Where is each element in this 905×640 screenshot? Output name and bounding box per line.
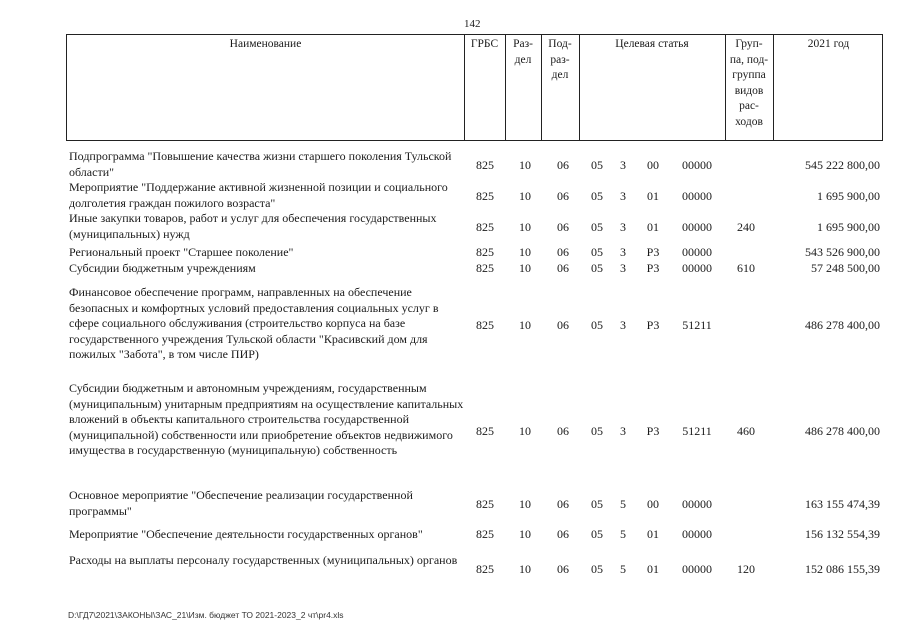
table-row	[0, 245, 905, 261]
cell-grbs: 825	[476, 245, 494, 259]
cell-t2: 3	[620, 318, 626, 332]
cell-t2: 3	[620, 158, 626, 172]
row-name: Иные закупки товаров, работ и услуг для обеспечения государственных (муниципальных) нужд	[69, 211, 437, 241]
cell-t2: 5	[620, 527, 626, 541]
table-row	[0, 488, 905, 520]
table-row	[0, 527, 905, 543]
header-podrazdel: Под- раз- дел	[548, 38, 572, 81]
cell-grbs: 825	[476, 562, 494, 576]
cell-rz: 10	[519, 261, 531, 275]
cell-t4: 00000	[682, 245, 712, 259]
cell-t1: 05	[591, 527, 603, 541]
file-path-footer: D:\ГД7\2021\ЗАКОНЫ\ЗАС_21\Изм. бюджет ТО 2021-2023_2 чт\pr4.xls	[68, 610, 344, 620]
row-name: Мероприятие "Поддержание активной жизненной позиции и социального долголетия граждан пожилого возраста"	[69, 180, 448, 210]
cell-amount: 486 278 400,00	[805, 318, 880, 332]
cell-amount: 543 526 900,00	[805, 245, 880, 259]
table-row	[0, 211, 905, 243]
cell-rz: 10	[519, 527, 531, 541]
header-vid: Груп- па, под- группа видов рас- ходов	[729, 38, 769, 128]
cell-amount: 163 155 474,39	[805, 497, 880, 511]
cell-pr: 06	[557, 158, 569, 172]
cell-t3: Р3	[646, 318, 660, 332]
row-name: Региональный проект "Старшее поколение"	[69, 245, 294, 259]
cell-pr: 06	[557, 220, 569, 234]
cell-t2: 3	[620, 261, 626, 275]
cell-t1: 05	[591, 424, 603, 438]
cell-rz: 10	[519, 562, 531, 576]
header-name: Наименование	[229, 38, 302, 50]
cell-grbs: 825	[476, 158, 494, 172]
header-grbs: ГРБС	[470, 38, 499, 50]
cell-t1: 05	[591, 261, 603, 275]
row-name: Субсидии бюджетным и автономным учреждениям, государственным (муниципальным) унитарным предприятиям на осуществление капитальных вложений в объекты капитального строительства государственной (муниципальной) собственности или приобретение объектов недвижимого имущества в государственную (муниципальную) собственность	[69, 381, 464, 457]
cell-rz: 10	[519, 424, 531, 438]
cell-vr: 120	[737, 562, 755, 576]
cell-t1: 05	[591, 189, 603, 203]
cell-t4: 00000	[682, 158, 712, 172]
table-row	[0, 381, 905, 481]
cell-t2: 3	[620, 220, 626, 234]
table-row	[0, 553, 905, 585]
cell-t4: 00000	[682, 497, 712, 511]
cell-t3: 01	[647, 527, 659, 541]
cell-t1: 05	[591, 220, 603, 234]
header-target: Целевая статья	[615, 38, 689, 50]
cell-grbs: 825	[476, 527, 494, 541]
cell-t4: 00000	[682, 527, 712, 541]
cell-t3: 00	[647, 497, 659, 511]
cell-t2: 3	[620, 245, 626, 259]
cell-t2: 5	[620, 562, 626, 576]
cell-rz: 10	[519, 189, 531, 203]
header-razdel: Раз- дел	[513, 38, 533, 66]
cell-pr: 06	[557, 562, 569, 576]
cell-pr: 06	[557, 245, 569, 259]
cell-t4: 51211	[682, 318, 712, 332]
cell-t2: 3	[620, 424, 626, 438]
cell-rz: 10	[519, 497, 531, 511]
cell-grbs: 825	[476, 220, 494, 234]
cell-t3: 01	[647, 220, 659, 234]
cell-grbs: 825	[476, 424, 494, 438]
cell-pr: 06	[557, 318, 569, 332]
cell-pr: 06	[557, 424, 569, 438]
cell-t3: 01	[647, 189, 659, 203]
cell-vr: 610	[737, 261, 755, 275]
row-name: Субсидии бюджетным учреждениям	[69, 261, 256, 275]
cell-t4: 00000	[682, 189, 712, 203]
cell-amount: 486 278 400,00	[805, 424, 880, 438]
cell-pr: 06	[557, 497, 569, 511]
header-year: 2021 год	[807, 38, 850, 50]
cell-rz: 10	[519, 245, 531, 259]
cell-vr: 460	[737, 424, 755, 438]
cell-t1: 05	[591, 245, 603, 259]
cell-amount: 545 222 800,00	[805, 158, 880, 172]
page-number: 142	[464, 18, 481, 30]
cell-amount: 152 086 155,39	[805, 562, 880, 576]
cell-t1: 05	[591, 562, 603, 576]
table-header	[66, 34, 883, 141]
cell-t3: Р3	[646, 245, 660, 259]
cell-t4: 51211	[682, 424, 712, 438]
cell-t4: 00000	[682, 562, 712, 576]
cell-grbs: 825	[476, 189, 494, 203]
cell-amount: 1 695 900,00	[817, 189, 880, 203]
cell-grbs: 825	[476, 318, 494, 332]
row-name: Финансовое обеспечение программ, направленных на обеспечение безопасных и комфортных условий предоставления социальных услуг в сфере социального обслуживания (строительство корпуса на базе государственного учреждения Тульской области "Красивский дом для пожилых "Забота", в том числе ПИР)	[69, 285, 439, 361]
cell-rz: 10	[519, 318, 531, 332]
cell-amount: 57 248 500,00	[811, 261, 880, 275]
row-name: Расходы на выплаты персоналу государственных (муниципальных) органов	[69, 553, 458, 567]
cell-rz: 10	[519, 220, 531, 234]
cell-t3: Р3	[646, 261, 660, 275]
cell-t2: 3	[620, 189, 626, 203]
cell-t1: 05	[591, 497, 603, 511]
table-row	[0, 180, 905, 212]
cell-amount: 156 132 554,39	[805, 527, 880, 541]
row-name: Мероприятие "Обеспечение деятельности государственных органов"	[69, 527, 423, 541]
cell-grbs: 825	[476, 497, 494, 511]
cell-t3: Р3	[646, 424, 660, 438]
cell-t4: 00000	[682, 220, 712, 234]
cell-t3: 00	[647, 158, 659, 172]
cell-vr: 240	[737, 220, 755, 234]
cell-t2: 5	[620, 497, 626, 511]
row-name: Подпрограмма "Повышение качества жизни старшего поколения Тульской области"	[69, 149, 452, 179]
cell-pr: 06	[557, 527, 569, 541]
cell-amount: 1 695 900,00	[817, 220, 880, 234]
cell-pr: 06	[557, 189, 569, 203]
cell-rz: 10	[519, 158, 531, 172]
cell-t4: 00000	[682, 261, 712, 275]
cell-t1: 05	[591, 158, 603, 172]
cell-t3: 01	[647, 562, 659, 576]
table-row	[0, 285, 905, 365]
cell-t1: 05	[591, 318, 603, 332]
row-name: Основное мероприятие "Обеспечение реализации государственной программы"	[69, 488, 413, 518]
table-row	[0, 261, 905, 277]
cell-grbs: 825	[476, 261, 494, 275]
cell-pr: 06	[557, 261, 569, 275]
table-row	[0, 149, 905, 181]
